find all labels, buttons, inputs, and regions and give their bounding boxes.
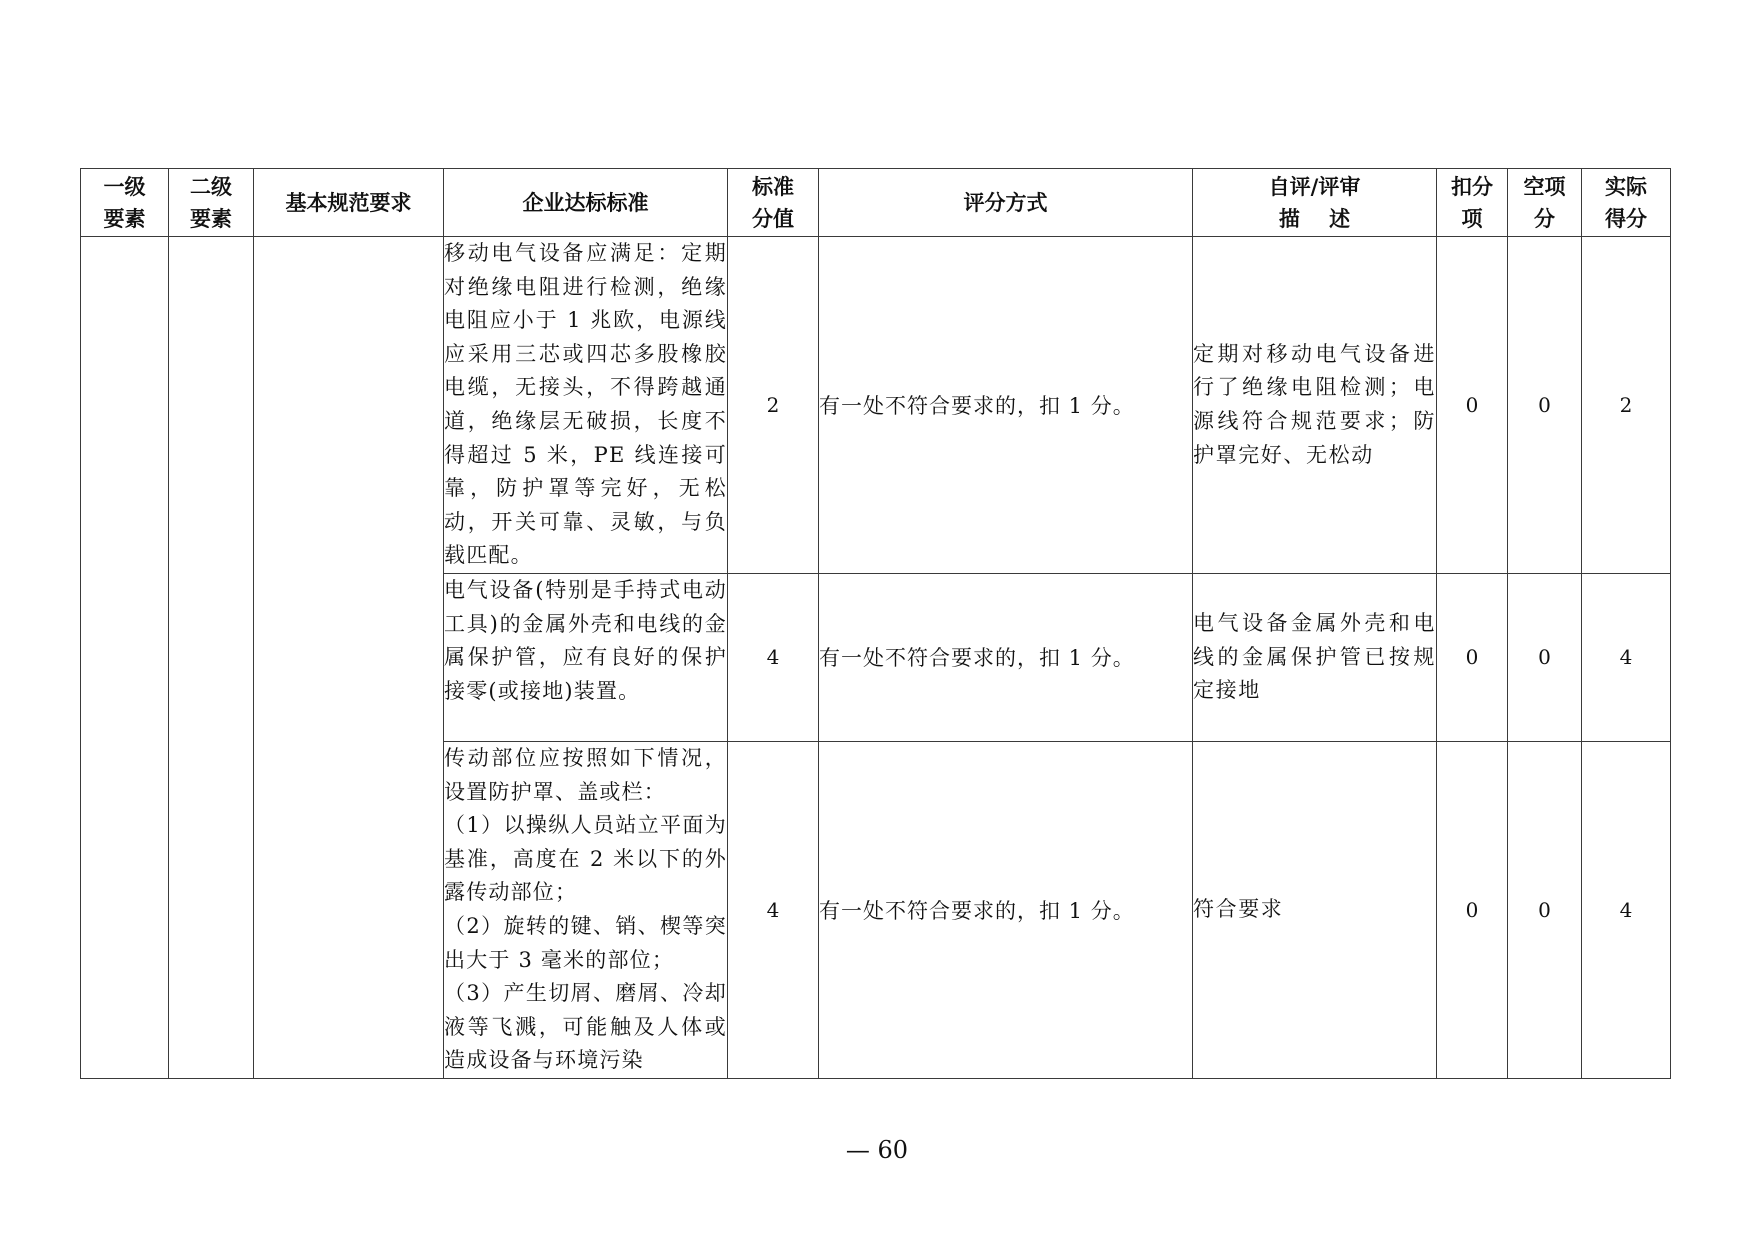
actual-cell: 4	[1582, 741, 1671, 1078]
empty-cell: 0	[1508, 237, 1582, 574]
method-cell: 有一处不符合要求的，扣 1 分。	[819, 741, 1193, 1078]
header-actual: 实际 得分	[1582, 169, 1671, 237]
header-deduct: 扣分 项	[1437, 169, 1508, 237]
deduct-cell: 0	[1437, 573, 1508, 741]
level1-cell	[81, 237, 169, 1079]
header-standard: 企业达标标准	[444, 169, 728, 237]
score-cell: 4	[728, 741, 819, 1078]
standard-line: 传动部位应按照如下情况，设置防护罩、盖或栏：	[444, 745, 727, 804]
header-basic-requirements: 基本规范要求	[254, 169, 444, 237]
description-cell: 定期对移动电气设备进行了绝缘电阻检测；电源线符合规范要求；防护罩完好、无松动	[1193, 237, 1437, 574]
actual-cell: 2	[1582, 237, 1671, 574]
header-self-eval: 自评/评审 描 述	[1193, 169, 1437, 237]
header-row	[81, 169, 1671, 237]
standard-line: （3）产生切屑、磨屑、冷却液等飞溅，可能触及人体或造成设备与环境污染	[444, 981, 727, 1073]
standard-line: （2）旋转的键、销、楔等突出大于 3 毫米的部位；	[444, 913, 727, 972]
page-number: — 60	[845, 1136, 909, 1164]
header-level1: 一级 要素	[81, 169, 169, 237]
score-cell: 2	[728, 237, 819, 574]
table-row	[81, 237, 1671, 574]
level2-cell	[169, 237, 254, 1079]
standard-cell	[444, 741, 728, 1078]
method-cell: 有一处不符合要求的，扣 1 分。	[819, 237, 1193, 574]
deduct-cell: 0	[1437, 237, 1508, 574]
header-score-value: 标准 分值	[728, 169, 819, 237]
standard-cell: 移动电气设备应满足：定期对绝缘电阻进行检测，绝缘电阻应小于 1 兆欧，电源线应采用三芯或四芯多股橡胶电缆，无接头，不得跨越通道，绝缘层无破损，长度不得超过 5 米，PE 线连接可靠，防护罩等完好，无松动，开关可靠、灵敏，与负载匹配。	[444, 237, 728, 574]
description-cell: 电气设备金属外壳和电线的金属保护管已按规定接地	[1193, 573, 1437, 741]
score-cell: 4	[728, 573, 819, 741]
standard-cell: 电气设备(特别是手持式电动工具)的金属外壳和电线的金属保护管，应有良好的保护接零(或接地)装置。	[444, 573, 728, 741]
scoring-table	[80, 168, 1671, 1079]
header-empty: 空项 分	[1508, 169, 1582, 237]
description-cell: 符合要求	[1193, 741, 1437, 1078]
header-level2: 二级 要素	[169, 169, 254, 237]
empty-cell: 0	[1508, 741, 1582, 1078]
basic-cell	[254, 237, 444, 1079]
actual-cell: 4	[1582, 573, 1671, 741]
deduct-cell: 0	[1437, 741, 1508, 1078]
standard-line: （1）以操纵人员站立平面为基准，高度在 2 米以下的外露传动部位；	[444, 813, 727, 905]
header-method: 评分方式	[819, 169, 1193, 237]
method-cell: 有一处不符合要求的，扣 1 分。	[819, 573, 1193, 741]
empty-cell: 0	[1508, 573, 1582, 741]
